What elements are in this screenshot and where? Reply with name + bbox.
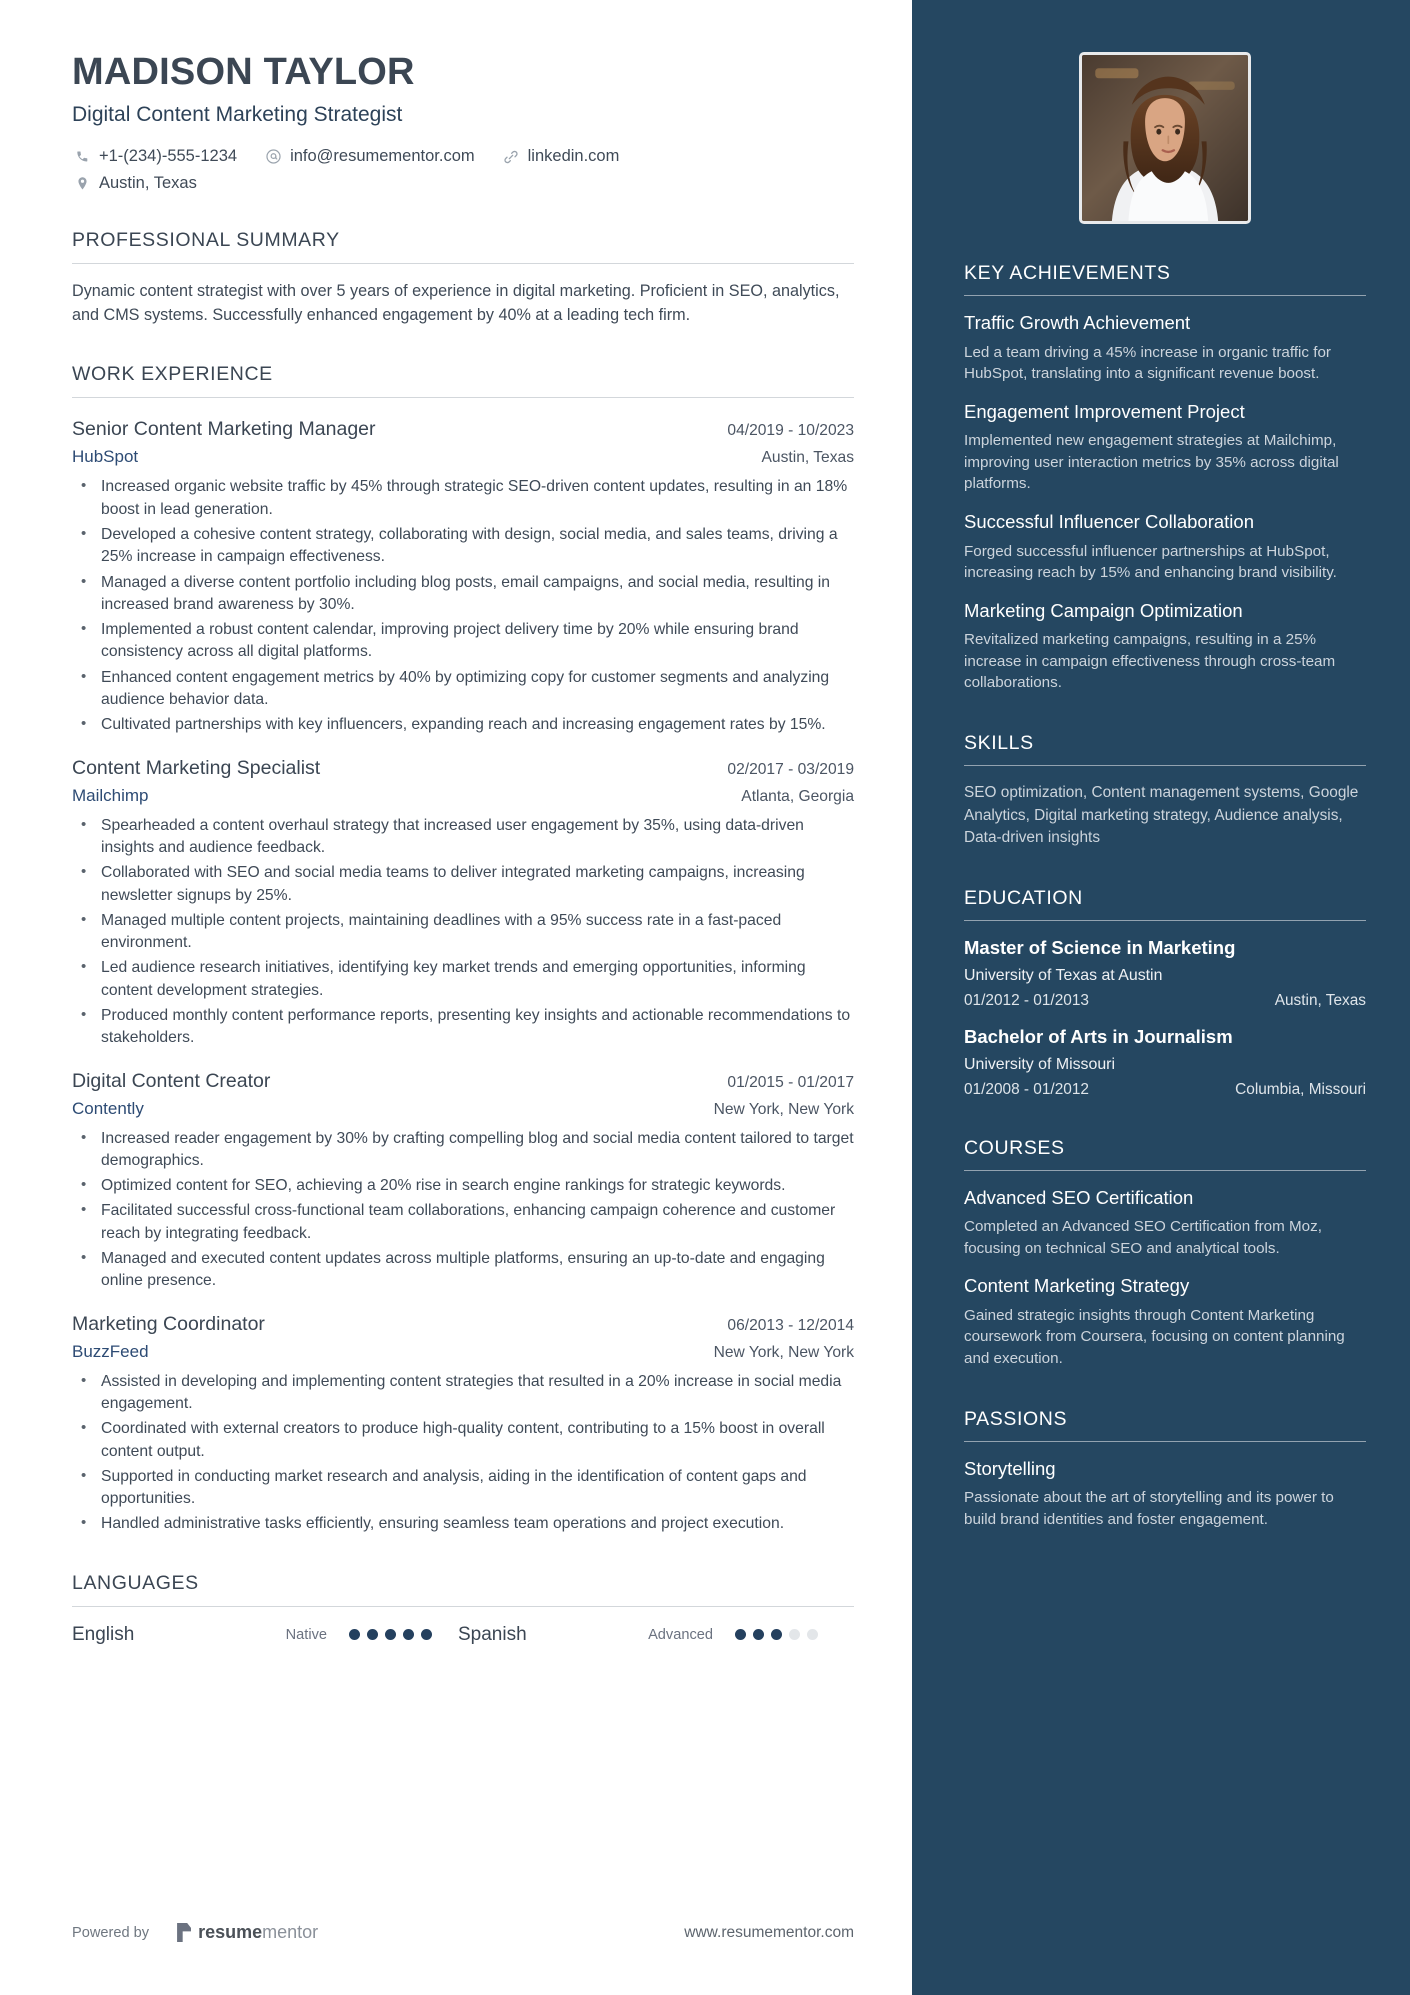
summary-heading: PROFESSIONAL SUMMARY [72, 229, 340, 252]
contact-location [72, 174, 197, 193]
education-degree: Bachelor of Arts in Journalism [964, 1026, 1233, 1048]
achievement-item [964, 312, 1366, 385]
rating-dot [349, 1629, 360, 1640]
achievement-desc: Led a team driving a 45% increase in organic traffic for HubSpot, translating into a significant revenue boost. [964, 343, 1331, 383]
passion-item [964, 1458, 1366, 1531]
job-entry [72, 757, 854, 1050]
passions-heading: PASSIONS [964, 1407, 1068, 1430]
email-icon [263, 147, 284, 166]
section-work-experience [72, 363, 854, 1535]
skills-text: SEO optimization, Content management systems, Google Analytics, Digital marketing strategy, Audience analysis, Data-driven insights [964, 784, 1359, 846]
rating-dot [385, 1629, 396, 1640]
achievement-title: Successful Influencer Collaboration [964, 511, 1254, 533]
job-subheader [72, 1342, 854, 1362]
footer-website: www.resumementor.com [684, 1923, 854, 1941]
section-skills [964, 732, 1366, 849]
languages-divider [72, 1606, 854, 1607]
course-title: Advanced SEO Certification [964, 1186, 1194, 1208]
rating-dot-empty [789, 1629, 800, 1640]
education-heading: EDUCATION [964, 887, 1083, 910]
job-title: Digital Content Creator [72, 1069, 271, 1092]
resumementor-logo [177, 1922, 318, 1943]
job-date: 01/2015 - 01/2017 [727, 1073, 854, 1091]
logo-mark-icon [177, 1923, 191, 1942]
job-title: Content Marketing Specialist [72, 756, 321, 779]
achievement-item [964, 401, 1366, 495]
section-professional-summary [72, 229, 854, 327]
job-bullet: • Increased reader engagement by 30% by crafting compelling blog and social media content tailored to target demographics. [72, 1128, 854, 1173]
education-meta [964, 1081, 1366, 1099]
language-name: English [72, 1623, 135, 1645]
passion-desc: Passionate about the art of storytelling and its power to build brand identities and foster engagement. [964, 1489, 1334, 1528]
rating-dot-empty [807, 1629, 818, 1640]
job-bullet: • Assisted in developing and implementing content strategies that resulted in a 20% increase in social media engagement. [72, 1371, 854, 1416]
job-header [72, 418, 854, 441]
job-bullet: • Implemented a robust content calendar, improving project delivery time by 20% while ensuring brand consistency across all digital platforms. [72, 619, 854, 664]
course-item [964, 1275, 1366, 1369]
achievement-desc: Revitalized marketing campaigns, resulting in a 25% increase in campaign effectiveness through cross-team collaborations. [964, 631, 1336, 692]
language-rating-english [349, 1629, 432, 1640]
avatar-image [1082, 55, 1248, 221]
education-school: University of Missouri [964, 1055, 1115, 1073]
course-desc: Gained strategic insights through Content Marketing coursework from Coursera, focusing on content planning and execution. [964, 1306, 1345, 1368]
contact-location-text: Austin, Texas [99, 174, 197, 193]
job-header [72, 1313, 854, 1336]
job-bullet: • Optimized content for SEO, achieving a 20% rise in search engine rankings for strategic keywords. [72, 1175, 854, 1197]
job-subheader [72, 1099, 854, 1119]
contact-line-1 [72, 147, 854, 166]
rating-dot [421, 1629, 432, 1640]
course-desc: Completed an Advanced SEO Certification from Moz, focusing on technical SEO and analytical tools. [964, 1218, 1322, 1257]
avatar-wrapper [964, 52, 1366, 224]
job-company: Mailchimp [72, 785, 149, 805]
education-location: Austin, Texas [1274, 992, 1366, 1010]
education-divider [964, 920, 1366, 921]
job-bullet: • Managed and executed content updates across multiple platforms, ensuring an up-to-date and engaging online presence. [72, 1248, 854, 1293]
achievement-item [964, 600, 1366, 694]
courses-heading: COURSES [964, 1136, 1065, 1159]
section-passions [964, 1408, 1366, 1531]
education-item [964, 1026, 1366, 1099]
job-bullet: • Facilitated successful cross-functional team collaborations, enhancing campaign coherence and customer reach by integrating feedback. [72, 1200, 854, 1245]
job-date: 02/2017 - 03/2019 [727, 760, 854, 778]
job-bullet: • Spearheaded a content overhaul strategy that increased user engagement by 35%, using data-driven insights and audience feedback. [72, 815, 854, 860]
job-header [72, 1070, 854, 1093]
section-education [964, 887, 1366, 1098]
rating-dot [403, 1629, 414, 1640]
job-bullet: • Managed a diverse content portfolio including blog posts, email campaigns, and social media, resulting in increased brand awareness by 30%. [72, 572, 854, 617]
language-item-spanish [458, 1624, 818, 1646]
education-date: 01/2008 - 01/2012 [964, 1080, 1089, 1098]
sidebar [912, 0, 1410, 1995]
job-bullets [72, 476, 854, 736]
summary-text: Dynamic content strategist with over 5 years of experience in digital marketing. Proficient in SEO, analytics, and CMS systems. Successfully enhanced engagement by 40% at a leading tech firm. [72, 282, 840, 324]
contact-linkedin-text: linkedin.com [527, 147, 620, 166]
contact-email [263, 147, 475, 166]
job-bullet: • Supported in conducting market research and analysis, aiding in the identification of content gaps and opportunities. [72, 1466, 854, 1511]
achievement-title: Marketing Campaign Optimization [964, 599, 1243, 621]
language-name: Spanish [458, 1623, 527, 1645]
skills-heading: SKILLS [964, 732, 1034, 755]
job-title: Senior Content Marketing Manager [72, 418, 376, 441]
education-item [964, 937, 1366, 1010]
job-bullet: • Managed multiple content projects, maintaining deadlines with a 95% success rate in a fast-paced environment. [72, 910, 854, 955]
achievement-title: Engagement Improvement Project [964, 400, 1245, 422]
job-bullets [72, 1128, 854, 1293]
section-key-achievements [964, 262, 1366, 694]
experience-heading: WORK EXPERIENCE [72, 363, 273, 386]
languages-heading: LANGUAGES [72, 1571, 199, 1594]
job-entry [72, 1070, 854, 1293]
job-location: New York, New York [713, 1343, 854, 1361]
link-icon [501, 147, 522, 166]
rating-dot [753, 1629, 764, 1640]
education-location: Columbia, Missouri [1235, 1080, 1366, 1098]
passion-title: Storytelling [964, 1457, 1056, 1479]
achievement-desc: Forged successful influencer partnerships at HubSpot, increasing reach by 15% and enhancing brand visibility. [964, 542, 1337, 582]
achievement-item [964, 511, 1366, 584]
job-location: Atlanta, Georgia [741, 787, 854, 805]
job-company: HubSpot [72, 447, 139, 467]
logo-text-light: mentor [262, 1922, 319, 1942]
contact-phone [72, 147, 237, 166]
job-entry [72, 1313, 854, 1536]
contact-email-text: info@resumementor.com [290, 147, 475, 166]
job-bullets [72, 815, 854, 1050]
job-entry [72, 418, 854, 736]
contact-linkedin [501, 147, 620, 166]
section-courses [964, 1137, 1366, 1370]
rating-dot [771, 1629, 782, 1640]
job-company: BuzzFeed [72, 1341, 149, 1361]
job-bullet: • Collaborated with SEO and social media teams to deliver integrated marketing campaigns, increasing newsletter signups by 25%. [72, 862, 854, 907]
language-rating-spanish [735, 1629, 818, 1640]
phone-icon [72, 147, 93, 166]
language-item-english [72, 1624, 432, 1646]
contact-info [72, 147, 854, 193]
summary-divider [72, 263, 854, 264]
job-bullet: • Cultivated partnerships with key influencers, expanding reach and increasing engagement rates by 15%. [72, 714, 854, 736]
rating-dot [367, 1629, 378, 1640]
education-school: University of Texas at Austin [964, 967, 1163, 985]
job-bullet: • Developed a cohesive content strategy, collaborating with design, social media, and sales teams, driving a 25% increase in campaign effectiveness. [72, 524, 854, 569]
job-bullet: • Increased organic website traffic by 45% through strategic SEO-driven content updates, resulting in an 18% boost in lead generation. [72, 476, 854, 521]
job-bullet: • Produced monthly content performance reports, presenting key insights and actionable recommendations to stakeholders. [72, 1005, 854, 1050]
language-level: Advanced [648, 1626, 713, 1643]
achievements-heading: KEY ACHIEVEMENTS [964, 262, 1171, 284]
education-date: 01/2012 - 01/2013 [964, 992, 1089, 1010]
avatar [1079, 52, 1251, 224]
job-bullet: • Coordinated with external creators to produce high-quality content, contributing to a 15% boost in overall content output. [72, 1418, 854, 1463]
footer [72, 1922, 854, 1943]
achievements-divider [964, 295, 1366, 296]
logo-text-bold: resume [198, 1922, 263, 1942]
job-date: 04/2019 - 10/2023 [727, 422, 854, 440]
job-location: Austin, Texas [761, 449, 854, 467]
job-bullet: • Enhanced content engagement metrics by 40% by optimizing copy for customer segments and analyzing audience behavior data. [72, 667, 854, 712]
job-date: 06/2013 - 12/2014 [727, 1316, 854, 1334]
powered-by-label: Powered by [72, 1924, 150, 1941]
passions-divider [964, 1441, 1366, 1442]
job-bullet: • Led audience research initiatives, identifying key market trends and emerging opportunities, informing content development strategies. [72, 957, 854, 1002]
location-icon [72, 174, 93, 193]
rating-dot [735, 1629, 746, 1640]
job-location: New York, New York [713, 1100, 854, 1118]
contact-line-2 [72, 174, 854, 193]
course-item [964, 1187, 1366, 1260]
courses-divider [964, 1170, 1366, 1171]
achievement-title: Traffic Growth Achievement [964, 312, 1191, 333]
job-bullets [72, 1371, 854, 1536]
job-subheader [72, 447, 854, 467]
education-meta [964, 992, 1366, 1010]
education-degree: Master of Science in Marketing [964, 937, 1236, 959]
job-subheader [72, 786, 854, 806]
achievement-desc: Implemented new engagement strategies at Mailchimp, improving user interaction metrics by 35% across digital platforms. [964, 432, 1339, 493]
headline: Digital Content Marketing Strategist [72, 103, 403, 127]
job-header [72, 757, 854, 780]
skills-divider [964, 765, 1366, 766]
contact-phone-text: +1-(234)-555-1234 [99, 147, 238, 166]
job-bullet: • Handled administrative tasks efficiently, ensuring seamless team operations and project execution. [72, 1513, 854, 1535]
job-title: Marketing Coordinator [72, 1312, 265, 1335]
language-list [72, 1624, 854, 1646]
page-title: MADISON TAYLOR [72, 51, 415, 93]
language-level: Native [285, 1626, 327, 1643]
powered-by [72, 1922, 318, 1943]
job-company: Contently [72, 1098, 144, 1118]
experience-divider [72, 397, 854, 398]
section-languages [72, 1572, 854, 1646]
course-title: Content Marketing Strategy [964, 1275, 1190, 1297]
